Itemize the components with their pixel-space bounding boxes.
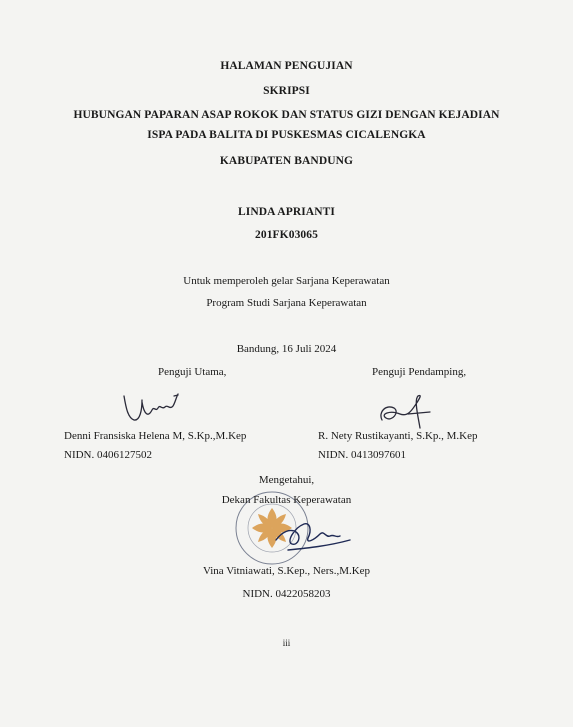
dean-title: Dekan Fakultas Keperawatan xyxy=(221,494,352,506)
main-examiner-role: Penguji Utama, xyxy=(158,366,227,378)
companion-examiner-name: R. Nety Rustikayanti, S.Kp., M.Kep xyxy=(318,430,478,442)
author-name: LINDA APRIANTI xyxy=(238,206,335,218)
main-examiner-name: Denni Fransiska Helena M, S.Kp.,M.Kep xyxy=(64,430,247,442)
dean-nidn: NIDN. 0422058203 xyxy=(242,588,331,600)
region: KABUPATEN BANDUNG xyxy=(219,155,354,167)
main-examiner-signature xyxy=(118,388,188,428)
purpose-line2: Program Studi Sarjana Keperawatan xyxy=(206,297,367,309)
page-heading: HALAMAN PENGUJIAN xyxy=(220,60,353,72)
place-date: Bandung, 16 Juli 2024 xyxy=(236,343,337,355)
thesis-title-line2: ISPA PADA BALITA DI PUSKESMAS CICALENGKA xyxy=(147,129,426,141)
thesis-title-line1: HUBUNGAN PAPARAN ASAP ROKOK DAN STATUS GIZI DENGAN KEJADIAN xyxy=(73,109,500,121)
doc-type: SKRIPSI xyxy=(263,85,310,97)
page-number: iii xyxy=(282,638,291,648)
companion-examiner-nidn: NIDN. 0413097601 xyxy=(318,449,406,461)
purpose-line1: Untuk memperoleh gelar Sarjana Keperawatan xyxy=(183,275,390,287)
main-examiner-nidn: NIDN. 0406127502 xyxy=(64,449,152,461)
acknowledge-label: Mengetahui, xyxy=(258,474,315,486)
student-id: 201FK03065 xyxy=(255,229,318,241)
companion-examiner-role: Penguji Pendamping, xyxy=(372,366,467,378)
dean-signature xyxy=(268,510,358,560)
dean-name: Vina Vitniawati, S.Kep., Ners.,M.Kep xyxy=(202,565,371,577)
